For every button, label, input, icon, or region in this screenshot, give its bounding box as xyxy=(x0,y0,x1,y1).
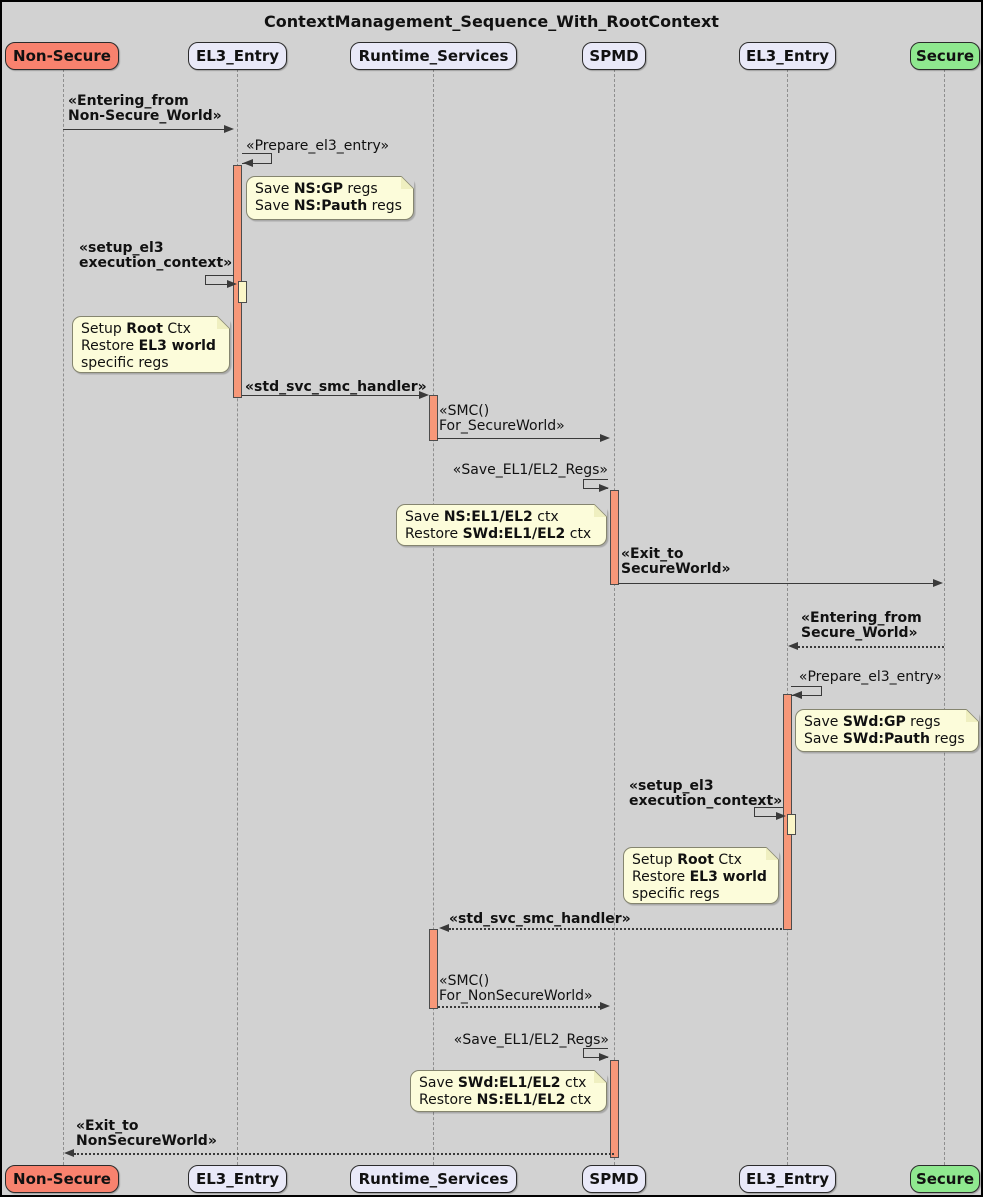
participant-runtime-services-top xyxy=(350,42,517,70)
activation-runtime-second xyxy=(429,929,438,1009)
participant-spmd-bottom xyxy=(582,1165,646,1193)
activation-el3-right-nested xyxy=(787,814,796,835)
message-line: «SMC() xyxy=(439,403,490,419)
note-line: specific regs xyxy=(632,886,720,902)
participant-non-secure-top xyxy=(5,42,119,70)
note-line: Setup Root Ctx xyxy=(81,321,191,337)
message-std-svc-smc-handler-call: «std_svc_smc_handler» xyxy=(245,379,427,395)
message-save-el1-el2-regs-first: «Save_EL1/EL2_Regs» xyxy=(452,462,608,478)
note-setup-root-ctx-right xyxy=(623,847,779,904)
participant-label: Runtime_Services xyxy=(358,1170,509,1188)
arrowhead xyxy=(439,924,449,932)
message-smc-for-secure-world xyxy=(439,404,565,434)
arrowhead xyxy=(600,1002,610,1010)
lifeline-secure xyxy=(944,69,945,1165)
message-line: For_SecureWorld» xyxy=(439,418,565,434)
participant-el3-entry-right-top xyxy=(739,42,836,70)
message-setup-el3-left xyxy=(79,241,232,271)
arrowhead xyxy=(243,159,253,167)
note-line: Save SWd:Pauth regs xyxy=(804,731,965,747)
participant-label: Secure xyxy=(915,1170,975,1188)
participant-label: EL3_Entry xyxy=(745,47,829,65)
arrowhead xyxy=(788,642,798,650)
lifeline-spmd xyxy=(614,69,615,1165)
note-line: Restore EL3 world xyxy=(632,869,767,885)
message-smc-for-non-secure-world xyxy=(439,974,593,1004)
message-line: Non-Secure_World» xyxy=(68,108,222,124)
participant-el3-entry-right-bottom xyxy=(739,1165,836,1193)
message-line: «Exit_to xyxy=(621,546,684,562)
arrowhead xyxy=(599,484,609,492)
message-line: «SMC() xyxy=(439,973,490,989)
note-line: Save SWd:EL1/EL2 ctx xyxy=(419,1075,587,1091)
arrow-exit-to-secure-world xyxy=(618,583,933,584)
message-prepare-el3-entry-right: «Prepare_el3_entry» xyxy=(798,669,942,685)
participant-spmd-top xyxy=(582,42,646,70)
message-line: «Entering_from xyxy=(801,610,922,626)
arrow-smc-for-secure-world xyxy=(437,438,600,439)
arrowhead xyxy=(776,812,786,820)
note-line: Restore NS:EL1/EL2 ctx xyxy=(419,1092,592,1108)
participant-label: Non-Secure xyxy=(13,47,111,65)
participant-secure-bottom xyxy=(910,1165,980,1193)
message-line: «Entering_from xyxy=(68,93,189,109)
note-line: Save NS:Pauth regs xyxy=(255,198,402,214)
message-line: «setup_el3 xyxy=(629,778,714,794)
message-line: For_NonSecureWorld» xyxy=(439,988,593,1004)
participant-non-secure-bottom xyxy=(5,1165,119,1193)
note-line: Restore SWd:EL1/EL2 ctx xyxy=(405,526,592,542)
note-save-swd-regs xyxy=(795,709,979,752)
participant-label: SPMD xyxy=(589,47,639,65)
note-line: Save SWd:GP regs xyxy=(804,714,941,730)
participant-label: EL3_Entry xyxy=(195,1170,279,1188)
message-line: «Exit_to xyxy=(76,1118,139,1134)
note-line: Setup Root Ctx xyxy=(632,852,742,868)
participant-el3-entry-left-top xyxy=(188,42,287,70)
arrow-smc-for-non-secure-world xyxy=(438,1006,600,1008)
participant-secure-top xyxy=(910,42,980,70)
message-exit-to-non-secure-world xyxy=(76,1119,217,1149)
arrowhead xyxy=(792,691,802,699)
arrowhead xyxy=(599,1053,609,1061)
note-line: Save NS:GP regs xyxy=(255,181,378,197)
participant-label: EL3_Entry xyxy=(745,1170,829,1188)
note-save-swd-el1-el2-ctx xyxy=(410,1070,607,1112)
message-exit-to-secure-world xyxy=(621,547,731,577)
note-save-ns-el1-el2-ctx xyxy=(396,504,607,546)
participant-label: Runtime_Services xyxy=(358,47,509,65)
note-line: Restore EL3 world xyxy=(81,338,216,354)
lifeline-el3-entry-right xyxy=(787,69,788,1165)
activation-runtime-first xyxy=(429,395,438,441)
message-line: execution_context» xyxy=(629,793,783,809)
arrowhead xyxy=(933,579,943,587)
note-line: Save NS:EL1/EL2 ctx xyxy=(405,509,559,525)
participant-runtime-services-bottom xyxy=(350,1165,517,1193)
message-line: SecureWorld» xyxy=(621,561,731,577)
arrowhead xyxy=(224,125,234,133)
arrow-std-svc-smc-handler-call xyxy=(242,395,419,396)
message-prepare-el3-entry-left: «Prepare_el3_entry» xyxy=(246,138,390,154)
note-line: specific regs xyxy=(81,355,169,371)
participant-label: Non-Secure xyxy=(13,1170,111,1188)
participant-label: SPMD xyxy=(589,1170,639,1188)
message-line: «setup_el3 xyxy=(79,240,164,256)
message-save-el1-el2-regs-second: «Save_EL1/EL2_Regs» xyxy=(453,1032,609,1048)
message-line: Secure_World» xyxy=(801,625,918,641)
arrowhead xyxy=(600,434,610,442)
note-save-ns-regs xyxy=(246,176,414,220)
arrowhead xyxy=(64,1149,74,1157)
arrow-exit-to-non-secure-world xyxy=(74,1153,614,1155)
message-line: execution_context» xyxy=(79,255,233,271)
note-setup-root-ctx-left xyxy=(72,316,230,373)
activation-spmd-second xyxy=(610,1060,619,1158)
arrow-entering-from-non-secure xyxy=(63,129,224,130)
participant-label: EL3_Entry xyxy=(195,47,279,65)
participant-label: Secure xyxy=(915,47,975,65)
participant-el3-entry-left-bottom xyxy=(188,1165,287,1193)
activation-spmd-first xyxy=(610,490,619,585)
message-setup-el3-right xyxy=(629,779,782,809)
message-line: NonSecureWorld» xyxy=(76,1133,217,1149)
arrowhead xyxy=(227,280,237,288)
message-entering-from-non-secure xyxy=(68,94,222,124)
activation-el3-left-nested xyxy=(238,281,247,303)
message-std-svc-smc-handler-return: «std_svc_smc_handler» xyxy=(449,911,631,927)
lifeline-non-secure xyxy=(63,69,64,1165)
arrowhead xyxy=(419,391,429,399)
diagram-title: ContextManagement_Sequence_With_RootContext xyxy=(264,12,719,31)
arrow-std-svc-smc-handler-return xyxy=(449,928,782,930)
arrow-entering-from-secure xyxy=(798,646,944,648)
message-entering-from-secure xyxy=(801,611,922,641)
